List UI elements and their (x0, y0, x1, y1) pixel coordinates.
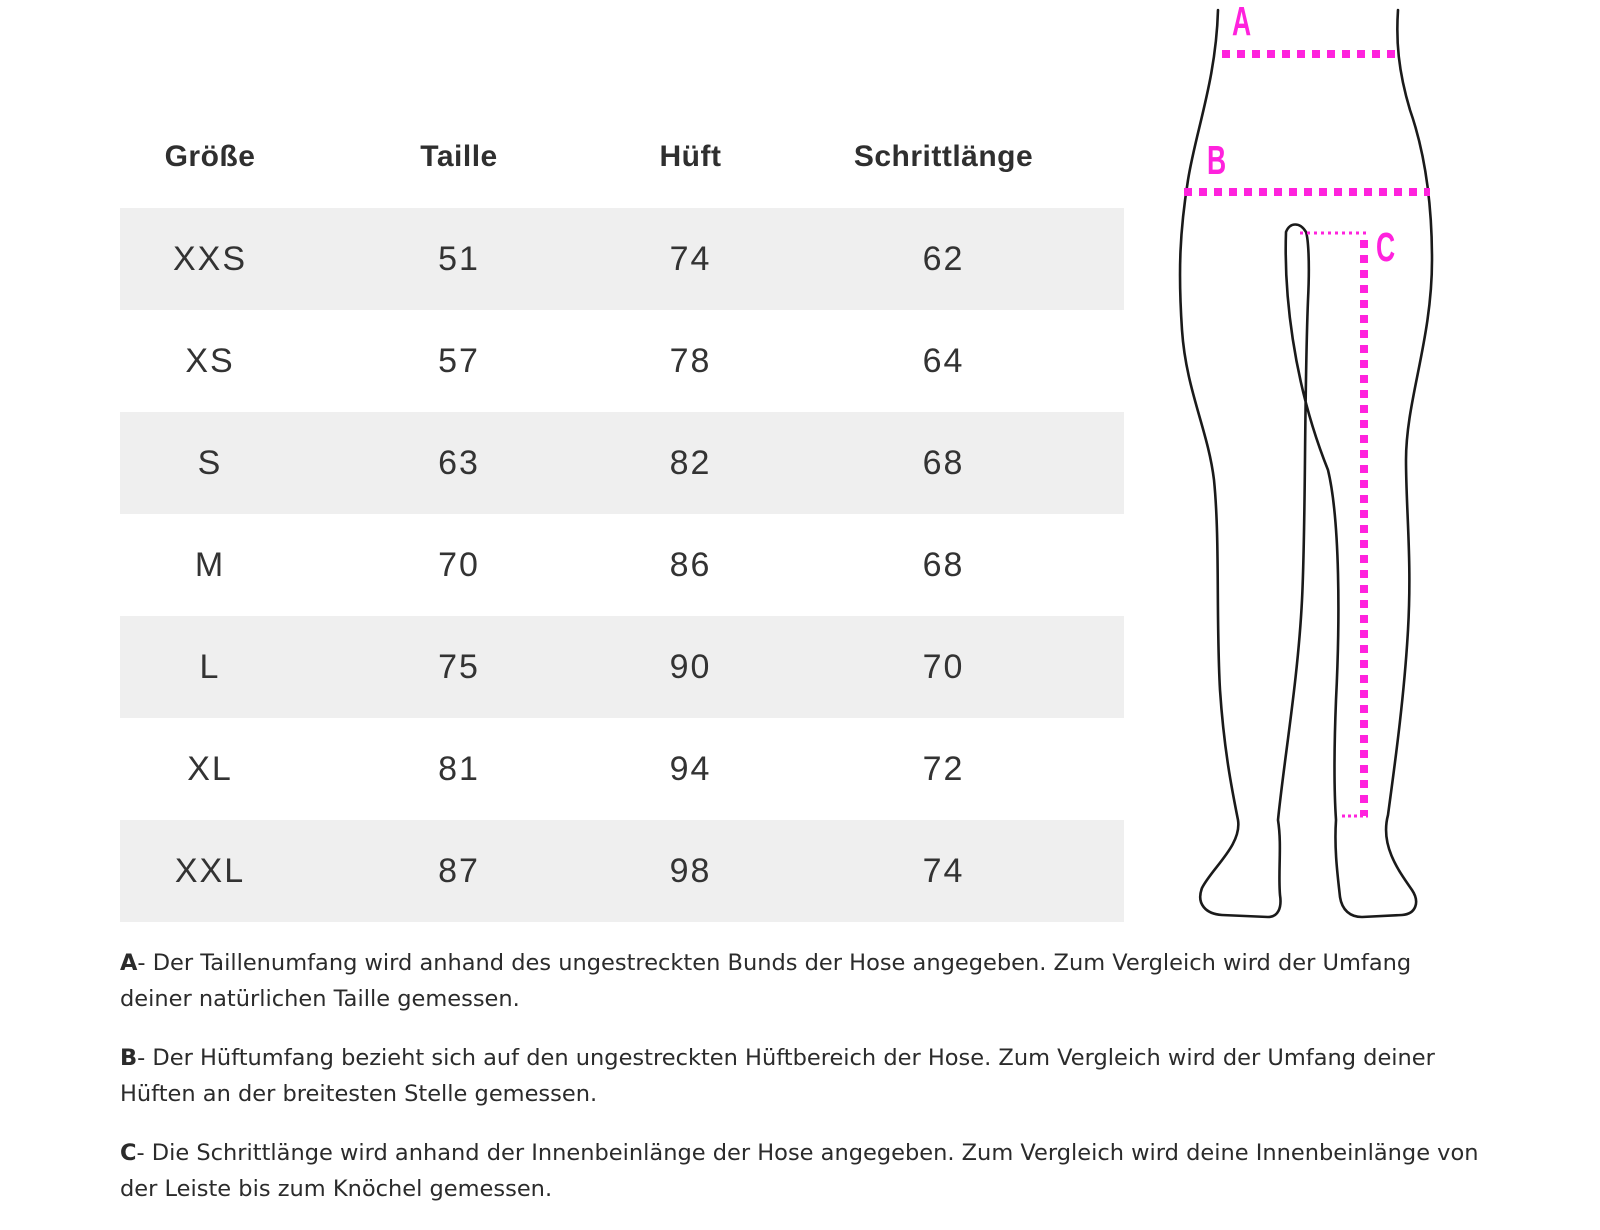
cell-hip: 82 (618, 412, 763, 514)
table-row (120, 208, 1124, 310)
cell-hip: 94 (669, 749, 712, 788)
measurement-notes (120, 945, 1490, 1230)
header-hip: Hüft (659, 140, 722, 173)
cell-waist: 70 (438, 545, 480, 584)
note-key: C (120, 1140, 137, 1166)
note-key: A (120, 950, 138, 976)
cell-inseam: 64 (922, 341, 965, 380)
cell-inseam: 68 (922, 545, 965, 584)
cell-inseam: 72 (922, 749, 965, 788)
label-c: C (1376, 225, 1396, 271)
label-a: A (1231, 0, 1252, 45)
cell-size: S (120, 412, 300, 514)
note-key: B (120, 1045, 138, 1071)
legs-measurement-diagram (1150, 0, 1450, 930)
cell-size: L (120, 616, 300, 718)
table-row (120, 820, 1124, 922)
header-size: Größe (164, 140, 256, 173)
note-waist (120, 945, 1490, 1017)
cell-hip: 86 (669, 545, 712, 584)
cell-waist: 81 (438, 749, 480, 788)
table-row (120, 412, 1124, 514)
cell-inseam: 68 (763, 412, 1124, 514)
cell-size: XXS (120, 208, 300, 310)
cell-size: XS (185, 341, 235, 380)
note-text: - Der Hüftumfang bezieht sich auf den ungestreckten Hüftbereich der Hose. Zum Vergleich wird der Umfang deiner Hüften an der breitesten Stelle gemessen. (120, 1045, 1435, 1107)
label-b: B (1207, 138, 1227, 184)
note-hip (120, 1040, 1490, 1112)
cell-inseam: 70 (763, 616, 1124, 718)
cell-size: XL (187, 749, 233, 788)
cell-hip: 74 (618, 208, 763, 310)
cell-waist: 63 (300, 412, 618, 514)
cell-waist: 51 (300, 208, 618, 310)
note-text: - Der Taillenumfang wird anhand des ungestreckten Bunds der Hose angegeben. Zum Vergleich wird der Umfang deiner natürlichen Taille gemessen. (120, 950, 1412, 1012)
cell-size: M (194, 545, 226, 584)
cell-waist: 75 (300, 616, 618, 718)
table-row (120, 310, 1124, 412)
table-row (120, 616, 1124, 718)
cell-inseam: 74 (763, 820, 1124, 922)
note-text: - Die Schrittlänge wird anhand der Innenbeinlänge der Hose angegeben. Zum Vergleich wird deine Innenbeinlänge von der Leiste bis zum Knöchel gemessen. (120, 1140, 1479, 1202)
table-row (120, 514, 1124, 616)
cell-hip: 78 (669, 341, 712, 380)
table-header-row (120, 106, 1124, 208)
cell-hip: 90 (618, 616, 763, 718)
note-inseam (120, 1135, 1490, 1207)
cell-waist: 87 (300, 820, 618, 922)
cell-inseam: 62 (763, 208, 1124, 310)
header-waist: Taille (420, 140, 498, 173)
cell-size: XXL (120, 820, 300, 922)
size-chart-table (120, 106, 1124, 922)
table-row (120, 718, 1124, 820)
header-inseam: Schrittlänge (853, 140, 1034, 173)
cell-waist: 57 (438, 341, 480, 380)
cell-hip: 98 (618, 820, 763, 922)
